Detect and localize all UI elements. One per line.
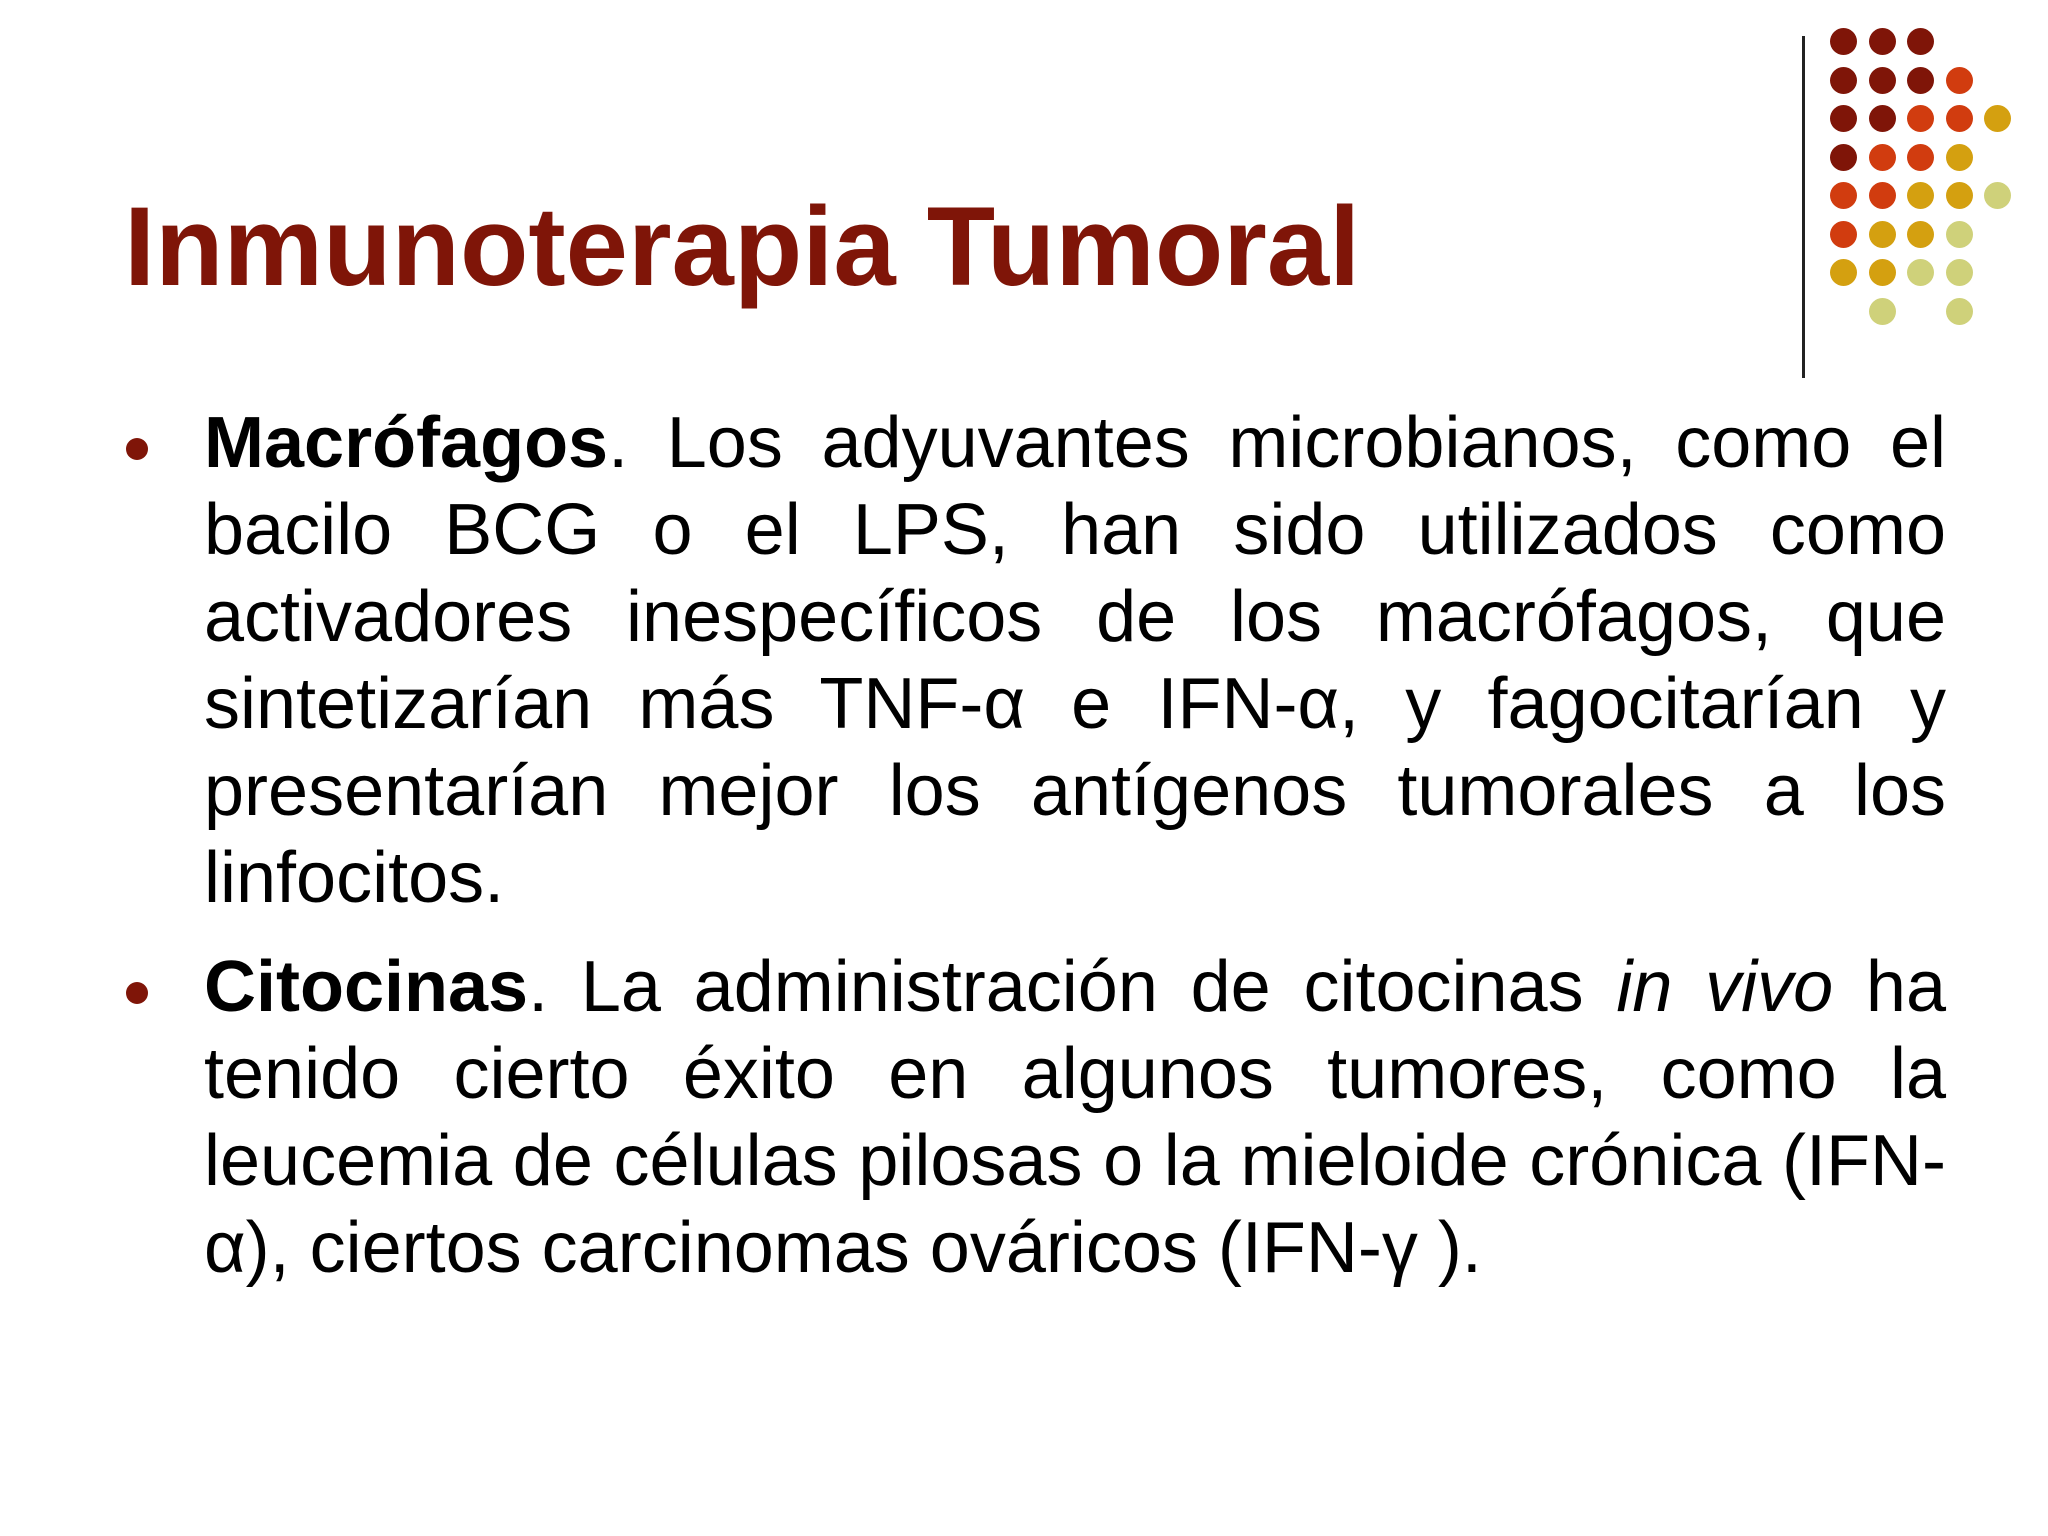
decorative-dot [1869,298,1896,325]
decorative-dot [1946,298,1973,325]
bullet-body: . La administración de citocinas [528,947,1617,1027]
decorative-dot [1830,221,1857,248]
decorative-dot [1907,28,1934,55]
decorative-dot [1907,144,1934,171]
bullet-point-icon [126,982,148,1004]
bullet-text [204,400,1946,922]
bullet-body-tail: ha tenido cierto éxito en algunos tumores, como la leucemia de células pilosas o la mieloide crónica (IFN- α), ciertos carcinomas ováricos (IFN-γ ). [204,947,1946,1288]
decorative-dot [1830,67,1857,94]
decorative-dot [1907,67,1934,94]
bullet-term: Citocinas [204,947,529,1027]
decorative-dot [1869,28,1896,55]
decorative-dot [1830,259,1857,286]
decorative-dot [1830,28,1857,55]
decorative-dot [1869,259,1896,286]
decorative-dot [1984,105,2011,132]
decorative-dot [1946,221,1973,248]
bullet-point-icon [126,438,148,460]
decorative-dot [1869,105,1896,132]
bullet-italic-term: in vivo [1616,947,1834,1027]
decorative-dot [1830,144,1857,171]
decorative-dot [1946,105,1973,132]
decorative-dot [1869,67,1896,94]
decorative-dot [1946,144,1973,171]
decorative-dot [1907,259,1934,286]
dot-grid-icon [1830,28,2040,338]
bullet-item-citocinas [126,944,1946,1292]
decorative-dot [1984,182,2011,209]
decorative-dot [1830,105,1857,132]
decorative-dot [1946,67,1973,94]
bullet-item-macrofagos [126,400,1946,922]
decorative-dot [1907,105,1934,132]
decorative-dot [1869,221,1896,248]
decorative-dot [1830,182,1857,209]
bullet-text [204,944,1946,1292]
decorative-dot [1869,182,1896,209]
decorative-dot [1946,182,1973,209]
decorative-dot [1907,182,1934,209]
decorative-dot [1907,221,1934,248]
slide-title: Inmunoterapia Tumoral [124,184,1361,309]
bullet-body: . Los adyuvantes microbianos, como el bacilo BCG o el LPS, han sido utilizados como activadores inespecíficos de los macrófagos, que sintetizarían más TNF-α e IFN-α, y fagocitarían y presentarían mejor los antígenos tumorales a los linfocitos. [204,403,1946,918]
bullet-term: Macrófagos [204,403,609,483]
bullet-list [126,400,1946,1314]
decorative-dot [1946,259,1973,286]
title-divider-line [1802,36,1805,378]
decorative-dot [1869,144,1896,171]
